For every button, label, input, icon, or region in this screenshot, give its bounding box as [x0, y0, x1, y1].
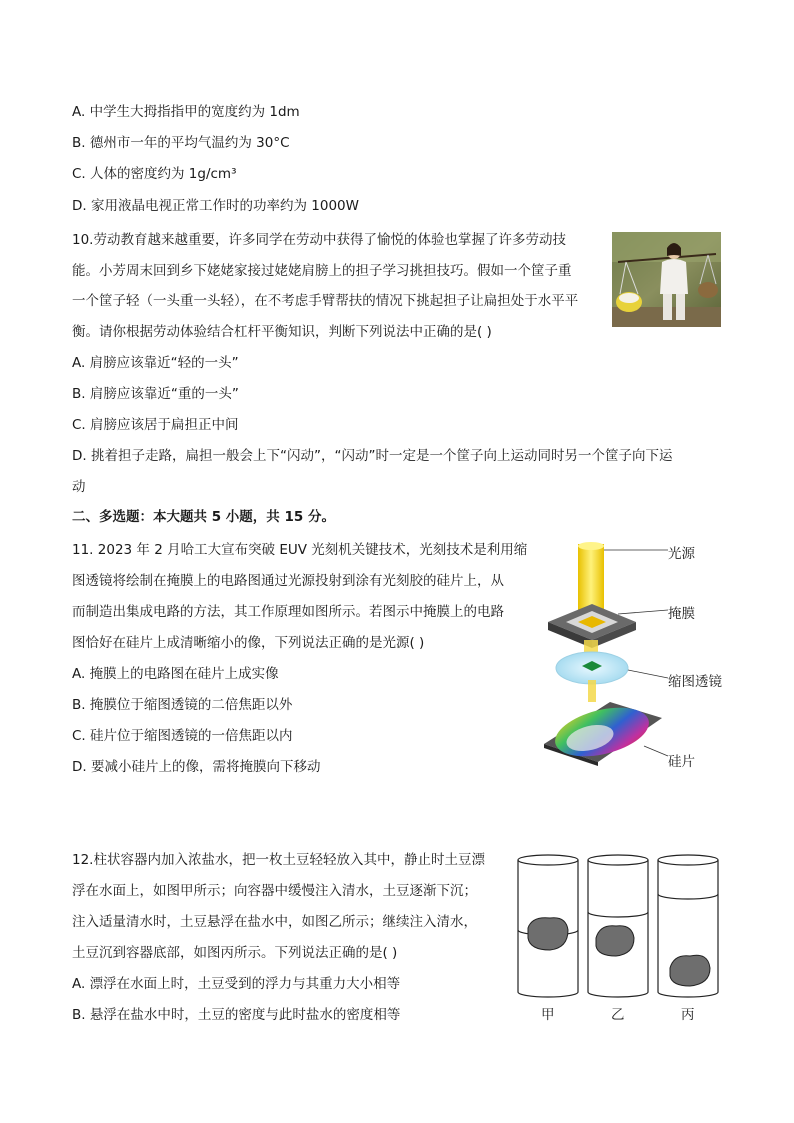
q11-option-d: D. 要减小硅片上的像，需将掩膜向下移动: [72, 759, 321, 775]
q11-stem-line-4: 图恰好在硅片上成清晰缩小的像，下列说法正确的是光源( ): [72, 635, 425, 651]
label-wafer: 硅片: [668, 754, 695, 770]
q9-option-d: D. 家用液晶电视正常工作时的功率约为 1000W: [72, 198, 359, 214]
q12-stem-line-4: 土豆沉到容器底部，如图丙所示。下列说法正确的是( ): [72, 945, 398, 961]
q11-stem-line-2: 图透镜将绘制在掩膜上的电路图通过光源投射到涂有光刻胶的硅片上，从: [72, 573, 504, 589]
carrying-pole-photo: [612, 232, 721, 327]
q9-option-a: A. 中学生大拇指指甲的宽度约为 1dm: [72, 104, 300, 120]
label-bing: 丙: [681, 1007, 695, 1023]
q11-option-a: A. 掩膜上的电路图在硅片上成实像: [72, 666, 279, 682]
label-jia: 甲: [541, 1007, 555, 1023]
section-2-heading: 二、多选题：本大题共 5 小题，共 15 分。: [72, 509, 335, 525]
q10-stem-line-1: 10.劳动教育越来越重要，许多同学在劳动中获得了愉悦的体验也掌握了许多劳动技: [72, 232, 566, 248]
q12-option-a: A. 漂浮在水面上时，土豆受到的浮力与其重力大小相等: [72, 976, 401, 992]
q10-option-c: C. 肩膀应该居于扁担正中间: [72, 417, 239, 433]
lithography-diagram: [540, 540, 670, 770]
label-light-source: 光源: [668, 546, 695, 562]
q11-stem-line-3: 而制造出集成电路的方法，其工作原理如图所示。若图示中掩膜上的电路: [72, 604, 504, 620]
q12-stem-line-2: 浮在水面上，如图甲所示；向容器中缓慢注入清水，土豆逐渐下沉；: [72, 883, 477, 899]
q10-option-b: B. 肩膀应该靠近“重的一头”: [72, 386, 239, 402]
q9-option-b: B. 德州市一年的平均气温约为 30°C: [72, 135, 290, 151]
potato-cylinders-figure: [514, 852, 726, 1002]
q10-stem-line-3: 一个筐子轻（一头重一头轻），在不考虑手臂帮扶的情况下挑起担子让扁担处于水平平: [72, 293, 579, 309]
q11-option-b: B. 掩膜位于缩图透镜的二倍焦距以外: [72, 697, 293, 713]
q12-stem-line-1: 12.柱状容器内加入浓盐水，把一枚土豆轻轻放入其中，静止时土豆漂: [72, 852, 485, 868]
q10-stem-line-2: 能。小芳周末回到乡下姥姥家接过姥姥肩膀上的担子学习挑担技巧。假如一个筐子重: [72, 263, 572, 279]
label-yi: 乙: [611, 1007, 625, 1023]
q10-option-a: A. 肩膀应该靠近“轻的一头”: [72, 355, 239, 371]
q12-option-b: B. 悬浮在盐水中时，土豆的密度与此时盐水的密度相等: [72, 1007, 401, 1023]
q11-option-c: C. 硅片位于缩图透镜的一倍焦距以内: [72, 728, 293, 744]
q11-stem-line-1: 11. 2023 年 2 月哈工大宣布突破 EUV 光刻机关键技术，光刻技术是利用缩: [72, 542, 528, 558]
q10-option-d: D. 挑着担子走路，扁担一般会上下“闪动”，“闪动”时一定是一个筐子向上运动同时另一个筐子向下运: [72, 448, 673, 464]
label-lens: 缩图透镜: [668, 674, 722, 690]
label-mask: 掩膜: [668, 606, 695, 622]
q12-stem-line-3: 注入适量清水时，土豆悬浮在盐水中，如图乙所示；继续注入清水，: [72, 914, 477, 930]
q10-stem-line-4: 衡。请你根据劳动体验结合杠杆平衡知识，判断下列说法中正确的是( ): [72, 324, 492, 340]
q9-option-c: C. 人体的密度约为 1g/cm³: [72, 166, 237, 182]
q10-option-d-cont: 动: [72, 479, 86, 495]
